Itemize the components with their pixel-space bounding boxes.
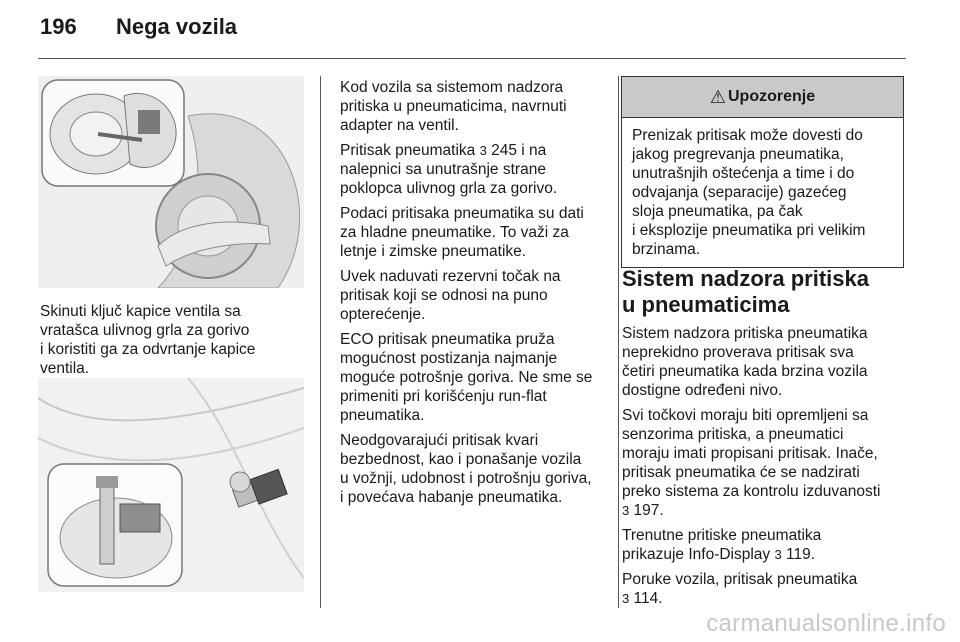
column-divider-left <box>320 76 321 608</box>
warning-box <box>621 76 904 268</box>
arrow-icon: 3 <box>622 503 630 518</box>
watermark: carmanualsonline.info <box>706 610 946 637</box>
arrow-icon: 3 <box>622 591 630 606</box>
page-number: 196 <box>40 14 77 39</box>
arrow-icon: 3 <box>774 547 782 562</box>
header-rule <box>38 58 906 59</box>
figure-valve-adapter <box>38 378 304 592</box>
paragraph-incorrect-pressure: Neodgovarajući pritisak kvari bezbednost, kao i ponašanje vozila u vožnji, udobnost i potrošnju goriva, i povećava habanje pneumatika. <box>340 432 592 506</box>
paragraph-spare-wheel: Uvek naduvati rezervni točak na pritisak koji se odnosi na puno opterećenje. <box>340 268 561 323</box>
section-title: Sistem nadzora pritiska u pneumaticima <box>622 266 869 317</box>
page-title: Nega vozila <box>116 14 238 39</box>
paragraph-sensors: Svi točkovi moraju biti opremljeni sa senzorima pritiska, a pneumatici moraju imati propisani pritisak. Inače, pritisak pneumatika će se nadzirati preko sistema za kontrolu izduvanosti 3 197. <box>622 407 881 519</box>
paragraph-eco-pressure: ECO pritisak pneumatika pruža mogućnost postizanja najmanje moguće potrošnje goriva. Ne sme se primeniti pri korišćenju run-flat pneumatika. <box>340 331 593 424</box>
paragraph-pressure-reference: Pritisak pneumatika 3 245 i na nalepnici sa unutrašnje strane poklopca ulivnog grla za gorivo. <box>340 142 558 197</box>
warning-title: Upozorenje <box>728 88 816 105</box>
middle-column-text <box>340 78 608 513</box>
arrow-icon: 3 <box>479 143 487 158</box>
right-column-text <box>622 266 912 614</box>
paragraph-adapter: Kod vozila sa sistemom nadzora pritiska u pneumaticima, navrnuti adapter na ventil. <box>340 79 567 134</box>
column-divider-right <box>618 76 619 608</box>
figure-fuel-door-valve-cap <box>38 76 304 288</box>
warning-text: Prenizak pritisak može dovesti do jakog pregrevanja pneumatika, unutrašnjih oštećenja a time i do odvajanja (separacije) gazećeg sloja pneumatika, pa čak i eksplozije pneumatika pri velikim brzinama. <box>632 127 866 258</box>
figure1-caption: Skinuti ključ kapice ventila sa vratašca ulivnog grla za gorivo i koristiti ga za odvrtanje kapice ventila. <box>40 303 256 377</box>
warning-header <box>622 77 903 118</box>
left-column-text <box>40 302 312 384</box>
paragraph-cold-tyres: Podaci pritisaka pneumatika su dati za hladne pneumatike. To važi za letnje i zimske pneumatike. <box>340 205 584 260</box>
paragraph-tpms-intro: Sistem nadzora pritiska pneumatika neprekidno proverava pritisak sva četiri pneumatika kada brzina vozila dostigne određeni nivo. <box>622 325 868 399</box>
page-header <box>40 14 237 50</box>
warning-icon: ⚠ <box>709 86 726 107</box>
paragraph-info-display: Trenutne pritiske pneumatika prikazuje Info-Display 3 119. <box>622 527 822 563</box>
paragraph-vehicle-messages: Poruke vozila, pritisak pneumatika 3 114. <box>622 571 858 607</box>
